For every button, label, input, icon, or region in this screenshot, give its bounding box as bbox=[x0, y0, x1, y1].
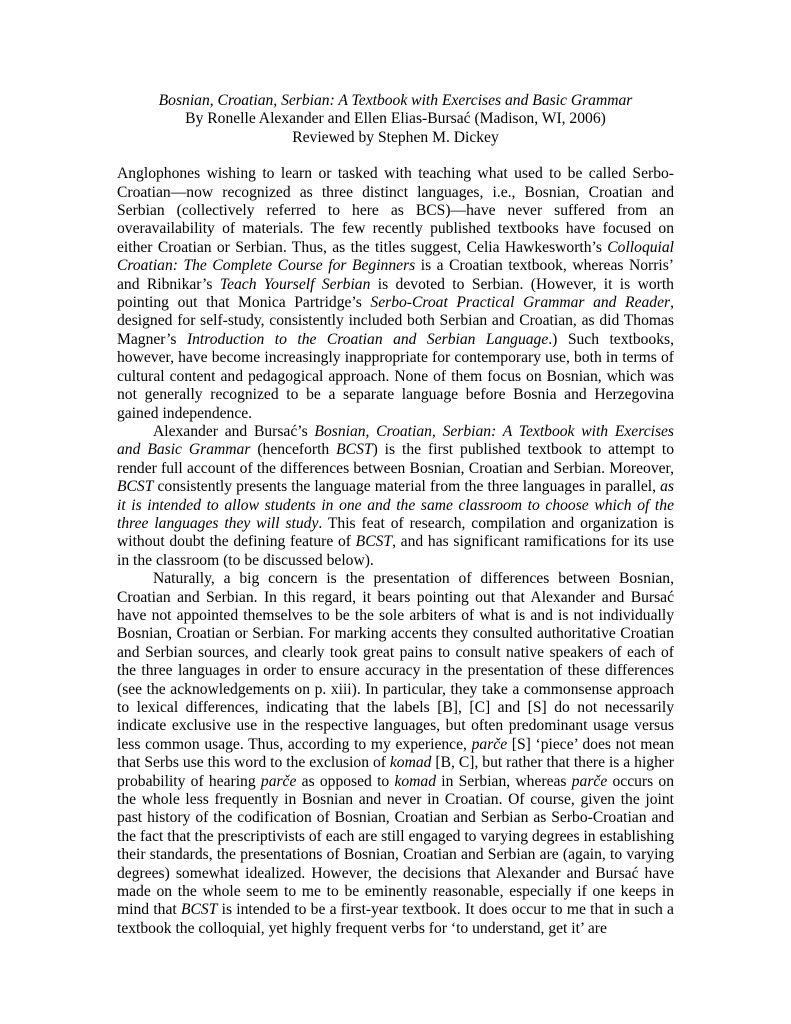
text-run: is a Croatian textbook, whereas Norris’ and Ribnikar’s bbox=[117, 257, 675, 293]
italic-text: Serbo-Croat Practical Grammar and Reader bbox=[370, 294, 671, 312]
book-byline: By Ronelle Alexander and Ellen Elias-Bursać (Madison, WI, 2006) bbox=[185, 110, 606, 128]
italic-text: komad bbox=[389, 754, 432, 772]
text-run: is intended to be a first-year textbook. It does occur to me that in such a textbook the colloquial, yet highly frequent verbs for ‘to understand, get it’ are bbox=[117, 901, 674, 937]
italic-text: parče bbox=[260, 772, 297, 790]
text-run: Alexander and Bursać’s bbox=[153, 422, 315, 440]
review-body bbox=[117, 165, 674, 938]
text-run: [B, C], but rather that there is a higher probability of hearing bbox=[117, 754, 674, 790]
text-run: is devoted to Serbian. (However, it is worth pointing out that Monica Partridge’s bbox=[117, 275, 674, 312]
text-run: , designed for self-study, consistently included both Serbian and Croatian, as did Thomas Magner’s bbox=[117, 294, 674, 348]
text-run: (henceforth bbox=[250, 441, 337, 459]
italic-text: BCST bbox=[336, 441, 373, 459]
italic-text: BCST bbox=[355, 533, 393, 551]
text-run: . This feat of research, compilation and organization is without doubt the defining feature of bbox=[117, 514, 674, 551]
body-paragraph bbox=[117, 570, 674, 938]
text-run: , and has significant ramifications for its use in the classroom (to be discussed below). bbox=[117, 533, 674, 569]
text-run: ) is the first published textbook to attempt to render full account of the differences between Bosnian, Croatian and Serbian. Moreover, bbox=[117, 441, 674, 477]
text-run: in Serbian, whereas bbox=[436, 772, 572, 790]
document-header bbox=[117, 92, 674, 147]
book-title: Bosnian, Croatian, Serbian: A Textbook with Exercises and Basic Grammar bbox=[158, 92, 633, 109]
reviewer-line: Reviewed by Stephen M. Dickey bbox=[292, 128, 499, 146]
italic-text: Introduction to the Croatian and Serbian Language bbox=[186, 330, 549, 348]
body-paragraph bbox=[117, 165, 674, 423]
text-run: as opposed to bbox=[296, 772, 395, 790]
text-run: occurs on the whole less frequently in Bosnian and never in Croatian. Of course, given the joint past history of the codification of Bosnian, Croatian and Serbian as Serbo-Croatian and the fact that the prescriptivists of each are still engaged to varying degrees in establishing their standards, the presentations of Bosnian, Croatian and Serbian are (again, to varying degrees) somewhat idealized. However, the decisions that Alexander and Bursać have made on the whole seem to me to be eminently reasonable, especially if one keeps in mind that bbox=[117, 772, 675, 919]
italic-text: as it is intended to allow students in one and the same classroom to choose which of the three languages they will study bbox=[117, 478, 674, 532]
document-page bbox=[117, 92, 674, 938]
text-run: Naturally, a big concern is the presentation of differences between Bosnian, Croatian and Serbian. In this regard, it bears pointing out that Alexander and Bursać have not appointed themselves to be the sole arbiters of what is and is not individually Bosnian, Croatian or Serbian. For marking accents they consulted authoritative Croatian and Serbian sources, and clearly took great pains to consult native speakers of each of the three languages in order to ensure accuracy in the presentation of these differences (see the acknowledgements on p. xiii). In particular, they take a commonsense approach to lexical differences, indicating that the labels [B], [C] and [S] do not necessarily indicate exclusive use in the respective languages, but often predominant usage versus less common usage. Thus, according to my experience, bbox=[117, 570, 674, 753]
italic-text: BCST bbox=[180, 901, 218, 919]
italic-text: komad bbox=[394, 772, 437, 790]
italic-text: parče bbox=[471, 735, 508, 753]
italic-text: BCST bbox=[117, 478, 154, 496]
italic-text: Colloquial Croatian: The Complete Course for Beginners bbox=[117, 238, 674, 275]
body-paragraph bbox=[117, 423, 674, 570]
italic-text: parče bbox=[571, 772, 608, 790]
text-run: Anglophones wishing to learn or tasked with teaching what used to be called Serbo-Croatian—now recognized as three distinct languages, i.e., Bosnian, Croatian and Serbian (collectively referred to here as BCS)—have never suffered from an overavailability of materials. The few recently published textbooks have focused on either Croatian or Serbian. Thus, as the titles suggest, Celia Hawkesworth’s bbox=[117, 165, 674, 256]
text-run: .) Such textbooks, however, have become increasingly inappropriate for contemporary use, both in terms of cultural content and pedagogical approach. None of them focus on Bosnian, which was not generally recognized to be a separate language before Bosnia and Herzegovina gained independence. bbox=[117, 330, 674, 422]
text-run: consistently presents the language material from the three languages in parallel, bbox=[153, 478, 661, 496]
italic-text: Bosnian, Croatian, Serbian: A Textbook with Exercises and Basic Grammar bbox=[117, 422, 675, 459]
italic-text: Teach Yourself Serbian bbox=[219, 275, 371, 293]
text-run: [S] ‘piece’ does not mean that Serbs use this word to the exclusion of bbox=[117, 735, 675, 772]
